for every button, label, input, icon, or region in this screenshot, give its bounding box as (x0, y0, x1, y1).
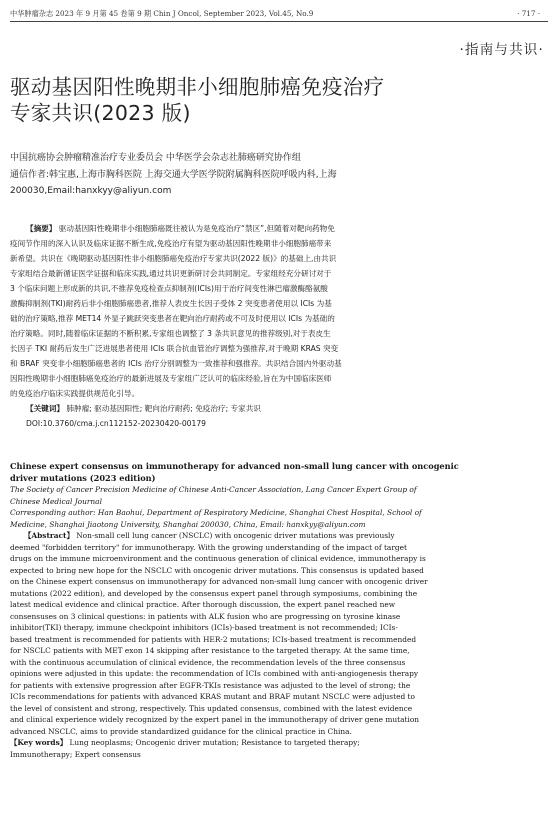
abstract-line: 和 BRAF 突变非小细胞肺癌患者的 ICIs 治疗分别调整为一致推荐和强推荐。共识结合国内外驱动基 (10, 359, 342, 368)
title-line: 驱动基因阳性晚期非小细胞肺癌免疫治疗 (10, 75, 385, 99)
doi: DOI:10.3760/cma.j.cn112152-20230420-00179 (26, 419, 207, 428)
english-abstract-line: latest medical evidence and clinical practice. After thorough discussion, the expert panel reached new (10, 600, 396, 609)
keywords-text: 肺肿瘤; 驱动基因阳性; 靶向治疗耐药; 免疫治疗; 专家共识 (66, 404, 261, 413)
abstract-line: 因阳性晚期非小细胞肺癌免疫治疗的最新进展及专家组广泛认可的临床经验,旨在为中国临床医师 (10, 374, 332, 383)
abstract-line: 础的治疗策略,推荐 MET14 外显子跳跃突变患者在靶向治疗耐药或不可及时使用以 ICIs 为基础的 (10, 314, 335, 323)
english-abstract-line: expected to bring new hope for the NSCLC with oncogenic driver mutations. This consensus is updated based (10, 565, 424, 575)
corresponding-author-line: Corresponding author: Han Baohui, Department of Respiratory Medicine, Shanghai Chest Hospital, School of (10, 508, 422, 517)
abstract-line: 新希望。共识在《晚期驱动基因阳性非小细胞肺癌免疫治疗专家共识(2022 版)》的基础上,由共识 (10, 254, 337, 263)
english-abstract-line: for NSCLC patients with MET exon 14 skipping after resistance to the targeted therapy. At the same time, (10, 646, 410, 655)
abstract-line (10, 221, 544, 236)
abstract-line: 疫间节作用的深入认识及临床证据不断生成,免疫治疗有望为驱动基因阳性晚期非小细胞肺癌带来 (10, 239, 332, 248)
article-title (10, 74, 530, 126)
column-name: ·指南与共识· (459, 42, 544, 58)
english-abstract-line: on the Chinese expert consensus on immunotherapy for advanced non-small lung cancer with oncogenic driver (10, 577, 428, 586)
english-abstract-line: with the continuous accumulation of clinical evidence, the recommendation levels of the three consensus (10, 657, 406, 667)
page-number: · 717 · (517, 9, 540, 18)
english-keywords-line: Immunotherapy; Expert consensus (10, 749, 141, 759)
abstract-line: 的免疫治疗临床实践提供规范化引导。 (10, 389, 140, 398)
abstract-line: 专家组结合最新循证医学证据和临床实践,通过共识更新研讨会共同制定。专家组经充分研讨对于 (10, 269, 332, 278)
corresponding-line: 200030,Email:hanxkyy@aliyun.com (10, 186, 172, 196)
english-abstract-line: opinions were adjusted in this update: the recommendation of ICIs combined with anti-angiogenesis therapy (10, 669, 419, 678)
corresponding-author-line: Medicine, Shanghai Jiaotong University, Shanghai 200030, China, Email: hanxkyy@aliyun.com (10, 519, 366, 529)
abstract-label: 【摘要】 (26, 224, 57, 233)
english-abstract-line: inhibitor(TKI) therapy, immune checkpoint inhibitors (ICIs)-based treatment is not recommended; ICIs- (10, 623, 398, 632)
english-abstract-label: 【Abstract】 (24, 531, 74, 540)
english-title (10, 461, 546, 484)
abstract-line: 激酶抑制剂(TKI)耐药后非小细胞肺癌患者,推荐人表皮生长因子受体 2 突变患者使用以 ICIs 为基 (10, 299, 332, 308)
english-abstract-line: the level of consistent and strong, respectively. This updated consensus, combined with the latest evidence (10, 703, 413, 713)
running-head-journal: 中华肿瘤杂志 2023 年 9 月第 45 卷第 9 期 Chin J Oncol, September 2023, Vol.45, No.9 (10, 9, 314, 18)
english-abstract-line: consensuses on 3 clinical questions: in patients with ALK fusion who are progressing on tyrosine kinase (10, 611, 401, 621)
english-abstract-section (10, 461, 546, 760)
abstract-text: 驱动基因阳性晚期非小细胞肺癌既往被认为是免疫治疗“禁区”,但随着对靶向药物免 (58, 224, 335, 233)
english-abstract-line: and clinical experience widely recognized by the expert panel in the immunotherapy of driver gene mutation (10, 715, 420, 724)
keywords-label: 【关键词】 (26, 404, 64, 413)
corresponding-line: 通信作者:韩宝惠,上海市胸科医院 上海交通大学医学院附属胸科医院呼吸内科,上海 (10, 169, 337, 180)
chinese-abstract (10, 221, 544, 431)
english-abstract-line: deemed "forbidden territory" for immunotherapy. With the growing understanding of the impact of target (10, 542, 407, 552)
title-line: 专家共识(2023 版) (10, 101, 191, 125)
english-abstract-line: mutations (2022 edition), and developed by the consensus expert panel through symposiums, combining the (10, 588, 418, 598)
header-rule (10, 21, 548, 22)
english-title-line: Chinese expert consensus on immunotherapy for advanced non-small lung cancer with oncogenic (10, 461, 459, 471)
authors-line: 中国抗癌协会肿瘤精准治疗专业委员会 中华医学会杂志社肺癌研究协作组 (10, 153, 301, 163)
english-abstract-line: advanced NSCLC, aims to provide standardized guidance for the clinical practice in China. (10, 726, 352, 736)
english-abstract-line: based treatment is recommended for patients with HER-2 mutations; ICIs-based treatment is recommended (10, 634, 417, 644)
english-abstract-line: ICIs recommendations for patients with advanced KRAS mutant and BRAF mutant NSCLC were adjusted to (10, 692, 415, 701)
english-keywords-label: 【Key words】 (10, 738, 68, 747)
group-line: Chinese Medical Journal (10, 496, 102, 506)
english-keywords-line (10, 737, 546, 749)
abstract-line: 长因子 TKI 耐药后发生广泛进展患者使用 ICIs 联合抗血管治疗调整为强推荐,对于晚期 KRAS 突变 (10, 344, 339, 353)
group-line: The Society of Cancer Precision Medicine of Chinese Anti-Cancer Association, Lang Cancer Expert Group of (10, 485, 417, 494)
english-abstract-line: drugs on the immune microenvironment and the continuous generation of clinical evidence, immunotherapy is (10, 554, 426, 563)
abstract-line: 3 个临床问题上形成新的共识,不推荐免疫检查点抑制剂(ICIs)用于治疗间变性淋巴瘤激酶酪氨酸 (10, 284, 328, 293)
author-block (10, 150, 550, 200)
english-title-line: driver mutations (2023 edition) (10, 472, 156, 483)
english-abstract-line (10, 530, 546, 542)
running-head (10, 8, 540, 20)
english-keywords-text: Lung neoplasms; Oncogenic driver mutation; Resistance to targeted therapy; (69, 738, 360, 747)
english-abstract-line: for patients with extensive progression after EGFR-TKIs resistance was adjusted to the level of strong; the (10, 680, 411, 690)
abstract-line: 治疗策略。同时,随着临床证据的不断积累,专家组也调整了 3 条共识意见的推荐级别,对于表皮生 (10, 329, 331, 338)
keywords-line (10, 401, 544, 416)
english-abstract-text: Non-small cell lung cancer (NSCLC) with oncogenic driver mutations was previously (76, 531, 395, 540)
